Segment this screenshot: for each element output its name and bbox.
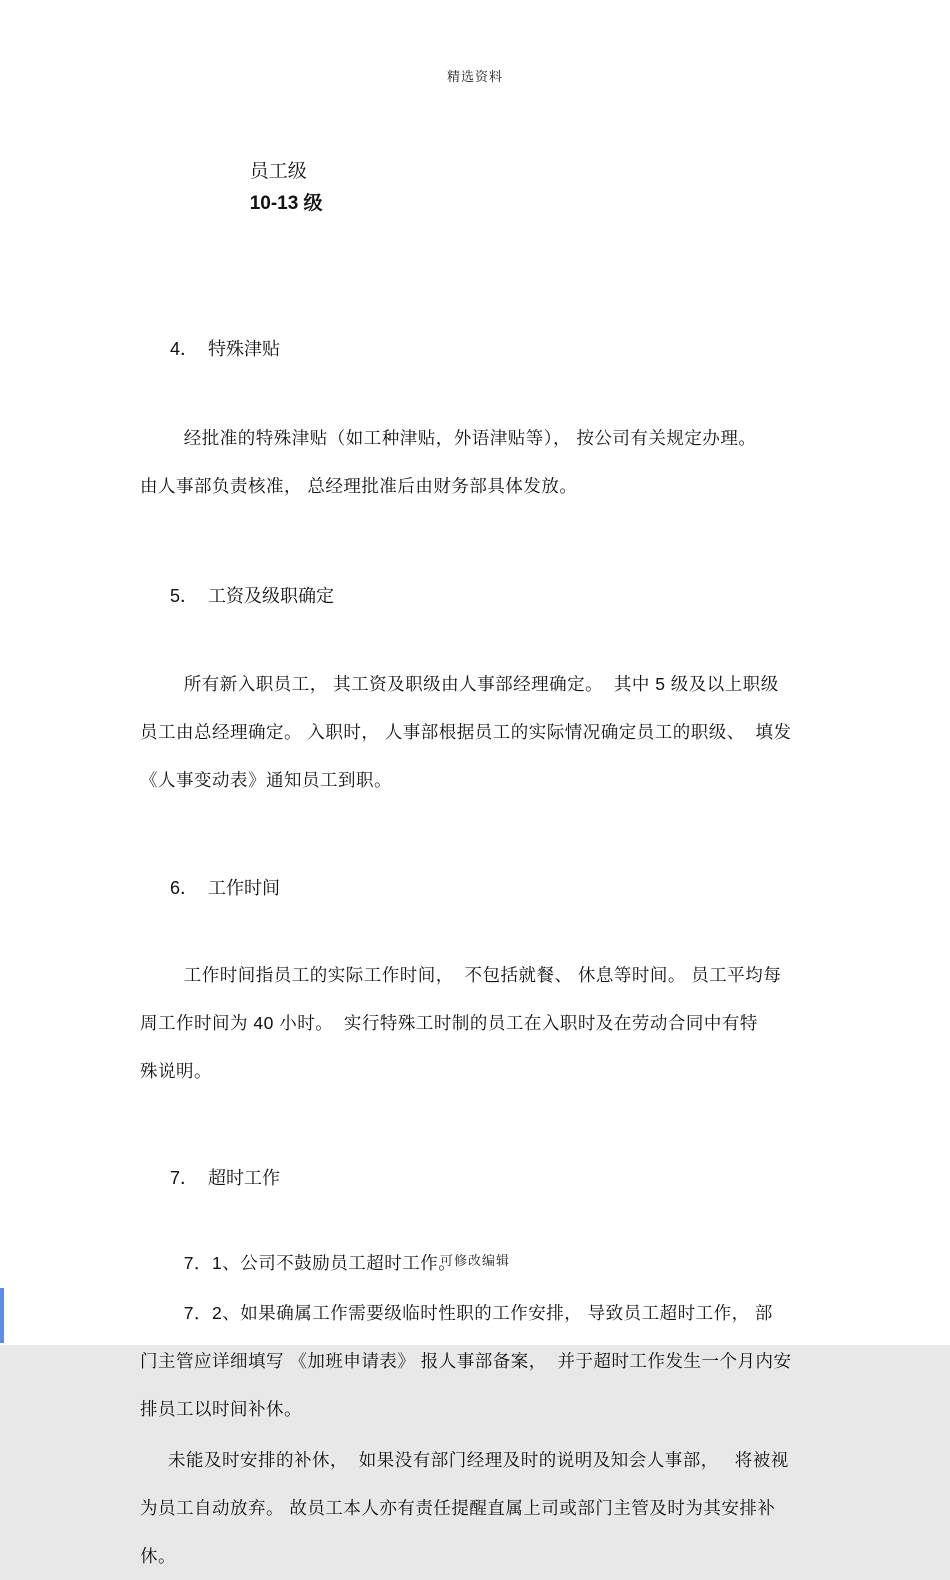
- text-line: 排员工以时间补休。: [140, 1399, 302, 1419]
- grade-table-row: [140, 124, 812, 252]
- text-line: 经批准的特殊津贴（如工种津贴，外语津贴等）， 按公司有关规定办理。: [183, 428, 757, 448]
- document-body: [140, 0, 812, 1580]
- section-number: 4．: [170, 339, 199, 359]
- section-number: 5．: [170, 586, 199, 606]
- grade-value: 10-13 级: [249, 193, 323, 214]
- text-line: 7．1、公司不鼓励员工超时工作。: [183, 1253, 457, 1273]
- section-7-paragraph-2: [140, 1289, 812, 1433]
- section-heading-5: [140, 548, 812, 644]
- grade-label: 员工级: [249, 161, 307, 182]
- section-7-paragraph-3: [140, 1436, 812, 1580]
- section-title: 工作时间: [208, 878, 281, 898]
- page-footer-note: 可修改编辑: [439, 1253, 510, 1268]
- section-6-paragraph: [140, 951, 812, 1095]
- text-line: 《人事变动表》通知员工到职。: [140, 770, 392, 790]
- section-4-paragraph: [140, 414, 812, 510]
- text-line: 为员工自动放弃。 故员工本人亦有责任提醒直属上司或部门主管及时为其安排补: [140, 1498, 776, 1518]
- page-edge-artifact: [0, 1288, 4, 1343]
- text-line: 员工由总经理确定。 入职时， 人事部根据员工的实际情况确定员工的职级、 填发: [140, 722, 792, 742]
- text-line: 未能及时安排的补休， 如果没有部门经理及时的说明及知会人事部， 将被视: [168, 1450, 789, 1470]
- text-line: 周工作时间为 40 小时。 实行特殊工时制的员工在入职时及在劳动合同中有特: [140, 1013, 758, 1033]
- section-heading-7: [140, 1130, 812, 1226]
- text-line: 门主管应详细填写 《加班申请表》 报人事部备案， 并于超时工作发生一个月内安: [140, 1351, 792, 1371]
- text-line: 休。: [140, 1546, 176, 1566]
- section-heading-6: [140, 840, 812, 936]
- section-5-paragraph: [140, 660, 812, 804]
- text-line: 由人事部负责核准， 总经理批准后由财务部具体发放。: [140, 476, 578, 496]
- section-title: 特殊津贴: [208, 339, 281, 359]
- text-line: 殊说明。: [140, 1061, 212, 1081]
- page-header-note: 精选资料: [446, 69, 503, 84]
- section-title: 超时工作: [208, 1168, 281, 1188]
- text-line: 工作时间指员工的实际工作时间， 不包括就餐、 休息等时间。 员工平均每: [183, 965, 782, 985]
- section-title: 工资及级职确定: [208, 586, 335, 606]
- section-heading-4: [140, 301, 812, 397]
- section-number: 6．: [170, 878, 199, 898]
- text-line: 所有新入职员工， 其工资及职级由人事部经理确定。 其中 5 级及以上职级: [183, 674, 779, 694]
- text-line: 7．2、如果确属工作需要级临时性职的工作安排， 导致员工超时工作， 部: [183, 1303, 773, 1323]
- section-number: 7．: [170, 1168, 199, 1188]
